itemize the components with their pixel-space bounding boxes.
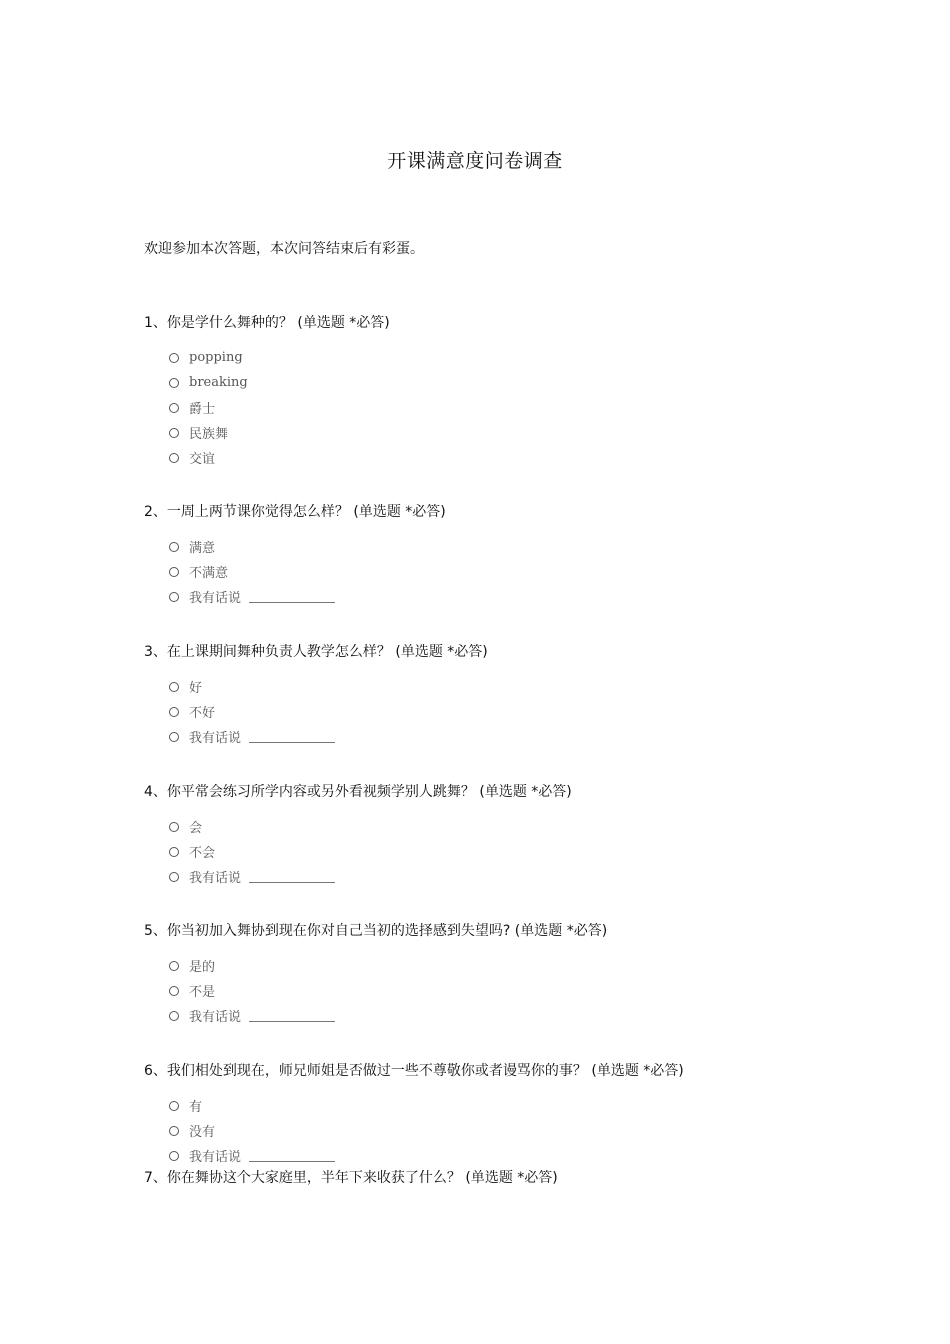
option-other[interactable] — [169, 724, 488, 749]
radio-icon[interactable] — [169, 1151, 179, 1161]
option-label: breaking — [189, 375, 248, 390]
other-text-blank[interactable] — [249, 1149, 335, 1162]
option-breaking[interactable] — [169, 370, 390, 395]
option-satisfied[interactable] — [169, 534, 446, 559]
option-label: 不会 — [189, 846, 216, 861]
option-other[interactable] — [169, 864, 572, 889]
question-1 — [144, 313, 390, 470]
question-text: 5、你当初加入舞协到现在你对自己当初的选择感到失望吗? (单选题 *必答) — [144, 923, 608, 939]
option-label: 我有话说 — [189, 871, 242, 886]
radio-icon[interactable] — [169, 732, 179, 742]
survey-intro: 欢迎参加本次答题，本次问答结束后有彩蛋。 — [144, 241, 424, 257]
survey-title: 开课满意度问卷调查 — [387, 150, 563, 172]
option-yes[interactable] — [169, 953, 607, 978]
radio-icon[interactable] — [169, 707, 179, 717]
option-label: 不好 — [189, 706, 216, 721]
option-label: 我有话说 — [189, 591, 242, 606]
option-label: 爵士 — [189, 402, 216, 417]
option-label: 我有话说 — [189, 1010, 242, 1025]
option-label: 是的 — [189, 960, 216, 975]
radio-icon[interactable] — [169, 428, 179, 438]
other-text-blank[interactable] — [249, 870, 335, 883]
other-text-blank[interactable] — [249, 1009, 335, 1022]
option-label: 民族舞 — [189, 427, 229, 442]
other-text-blank[interactable] — [249, 590, 335, 603]
question-7 — [144, 1168, 558, 1188]
option-label: 我有话说 — [189, 1150, 242, 1165]
question-6 — [144, 1061, 684, 1168]
radio-icon[interactable] — [169, 847, 179, 857]
radio-icon[interactable] — [169, 872, 179, 882]
radio-icon[interactable] — [169, 986, 179, 996]
question-text: 7、你在舞协这个大家庭里，半年下来收获了什么？ (单选题 *必答) — [144, 1170, 558, 1186]
option-label: 我有话说 — [189, 731, 242, 746]
question-text: 3、在上课期间舞种负责人教学怎么样？ (单选题 *必答) — [144, 644, 488, 660]
option-other[interactable] — [169, 1143, 684, 1168]
question-text: 4、你平常会练习所学内容或另外看视频学别人跳舞？ (单选题 *必答) — [144, 784, 572, 800]
option-good[interactable] — [169, 674, 488, 699]
question-3 — [144, 642, 488, 749]
option-no[interactable] — [169, 978, 607, 1003]
option-label: 没有 — [189, 1125, 216, 1140]
option-label: popping — [189, 350, 243, 365]
option-label: 满意 — [189, 541, 216, 556]
option-popping[interactable] — [169, 345, 390, 370]
option-no[interactable] — [169, 1118, 684, 1143]
option-not-good[interactable] — [169, 699, 488, 724]
question-text: 2、一周上两节课你觉得怎么样？ (单选题 *必答) — [144, 504, 446, 520]
option-label: 有 — [189, 1100, 203, 1115]
other-text-blank[interactable] — [249, 730, 335, 743]
radio-icon[interactable] — [169, 1011, 179, 1021]
question-4 — [144, 782, 572, 889]
radio-icon[interactable] — [169, 542, 179, 552]
option-label: 会 — [189, 821, 203, 836]
radio-icon[interactable] — [169, 961, 179, 971]
option-jazz[interactable] — [169, 395, 390, 420]
radio-icon[interactable] — [169, 353, 179, 363]
radio-icon[interactable] — [169, 682, 179, 692]
radio-icon[interactable] — [169, 403, 179, 413]
question-text: 1、你是学什么舞种的？ (单选题 *必答) — [144, 315, 390, 331]
option-ballroom[interactable] — [169, 445, 390, 470]
option-other[interactable] — [169, 1003, 607, 1028]
question-text: 6、我们相处到现在，师兄师姐是否做过一些不尊敬你或者谩骂你的事？ (单选题 *必答) — [144, 1063, 684, 1079]
radio-icon[interactable] — [169, 1101, 179, 1111]
question-5 — [144, 921, 607, 1028]
radio-icon[interactable] — [169, 1126, 179, 1136]
radio-icon[interactable] — [169, 378, 179, 388]
radio-icon[interactable] — [169, 592, 179, 602]
option-no[interactable] — [169, 839, 572, 864]
option-label: 不是 — [189, 985, 216, 1000]
radio-icon[interactable] — [169, 453, 179, 463]
option-yes[interactable] — [169, 1093, 684, 1118]
radio-icon[interactable] — [169, 822, 179, 832]
option-label: 好 — [189, 681, 203, 696]
option-label: 不满意 — [189, 566, 229, 581]
option-folk-dance[interactable] — [169, 420, 390, 445]
radio-icon[interactable] — [169, 567, 179, 577]
option-other[interactable] — [169, 584, 446, 609]
option-not-satisfied[interactable] — [169, 559, 446, 584]
question-2 — [144, 502, 446, 609]
option-label: 交谊 — [189, 452, 216, 467]
option-yes[interactable] — [169, 814, 572, 839]
